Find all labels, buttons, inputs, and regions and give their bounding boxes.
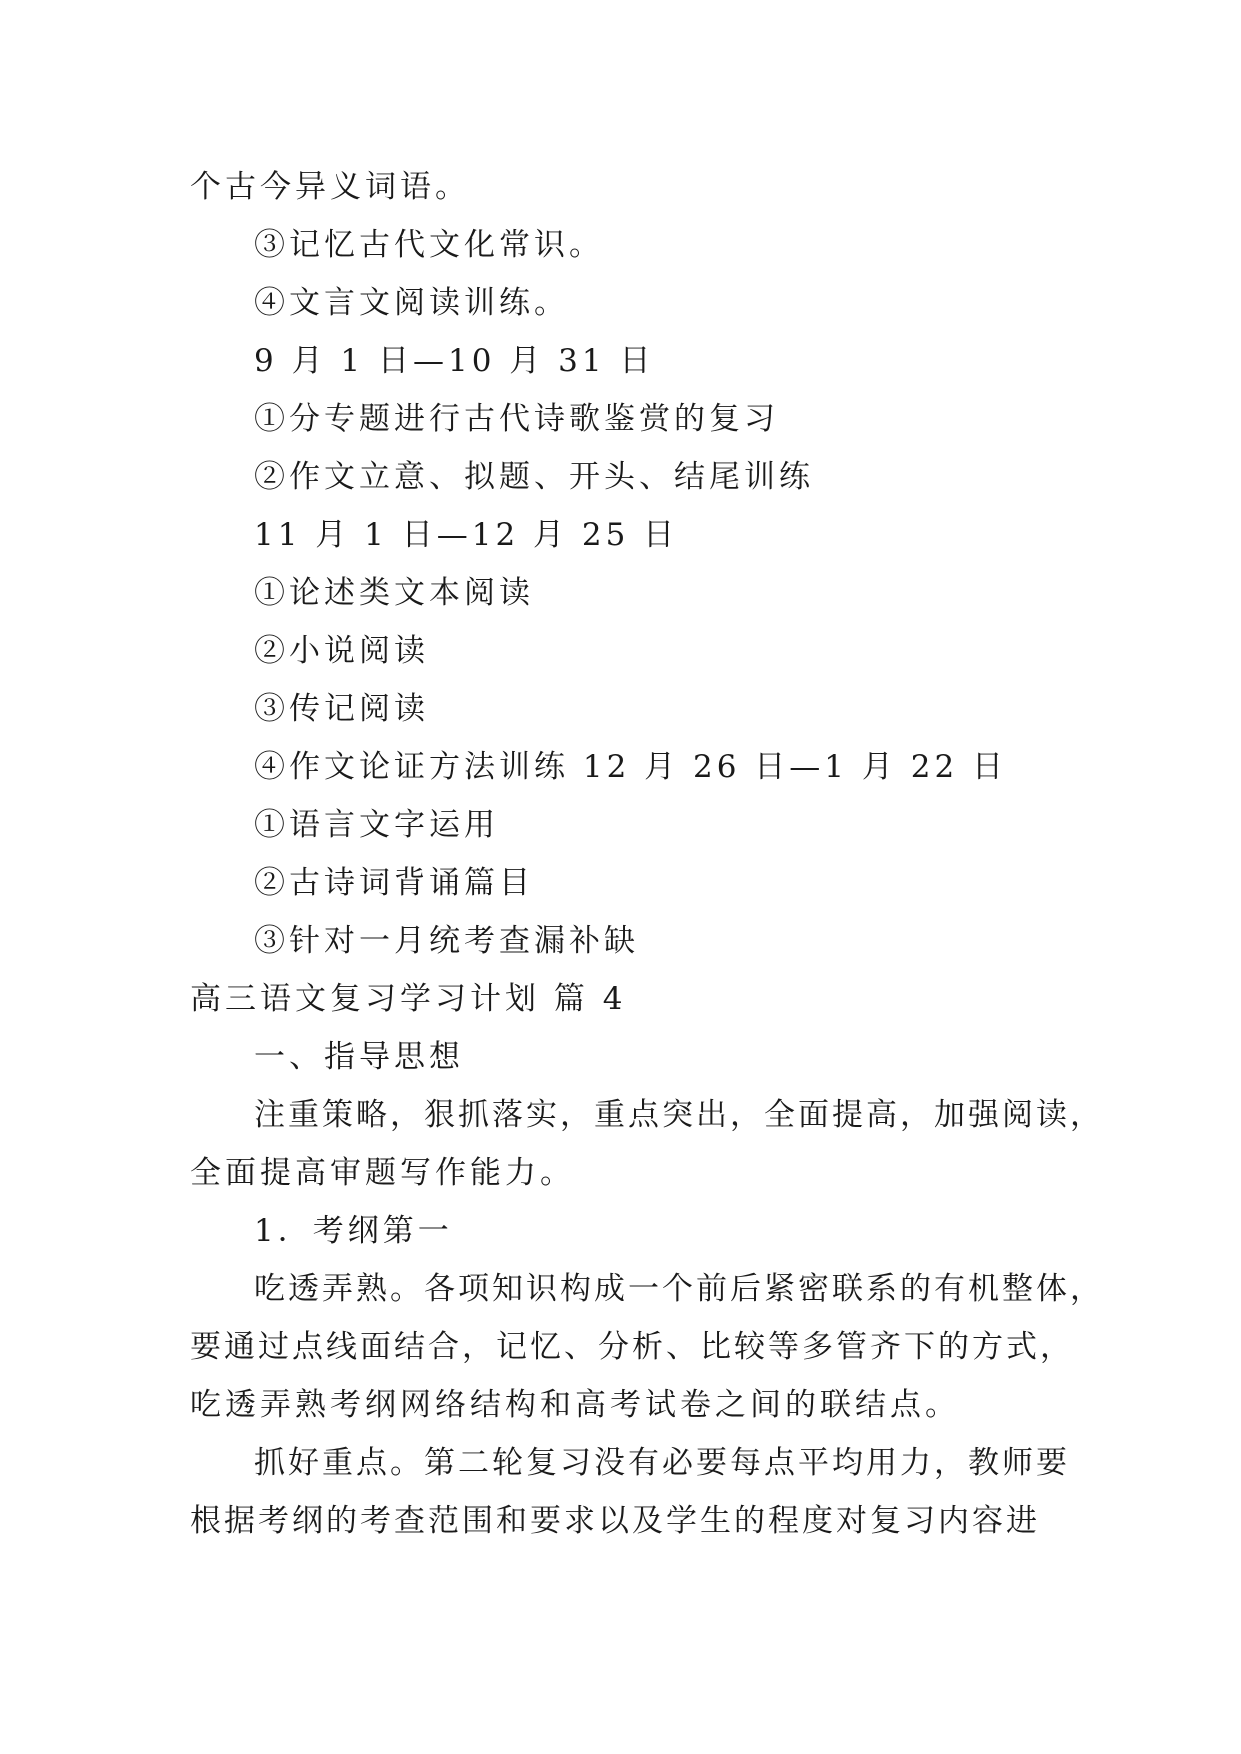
list-item: ①分专题进行古代诗歌鉴赏的复习 <box>254 401 779 437</box>
date-range: 11 月 1 日—12 月 25 日 <box>254 517 679 553</box>
list-item: ③记忆古代文化常识。 <box>254 227 604 263</box>
paragraph-line: 根据考纲的考查范围和要求以及学生的程度对复习内容进 <box>190 1503 1040 1539</box>
date-range: 9 月 1 日—10 月 31 日 <box>254 343 655 379</box>
list-item: ③针对一月统考查漏补缺 <box>254 923 639 959</box>
paragraph-line: 吃透弄熟考纲网络结构和高考试卷之间的联结点。 <box>190 1387 960 1423</box>
list-item: ②古诗词背诵篇目 <box>254 865 534 901</box>
numbered-heading: 1．考纲第一 <box>254 1213 453 1249</box>
paragraph-line: 要通过点线面结合，记忆、分析、比较等多管齐下的方式， <box>190 1329 1074 1365</box>
document-body <box>190 158 1104 1550</box>
list-item: ②小说阅读 <box>254 633 429 669</box>
list-item: ①语言文字运用 <box>254 807 499 843</box>
subsection-heading: 一、指导思想 <box>254 1039 464 1075</box>
paragraph-line: 抓好重点。第二轮复习没有必要每点平均用力，教师要 <box>254 1445 1070 1481</box>
list-item: ④文言文阅读训练。 <box>254 285 569 321</box>
paragraph-line: 吃透弄熟。各项知识构成一个前后紧密联系的有机整体， <box>254 1271 1104 1307</box>
list-item: ③传记阅读 <box>254 691 429 727</box>
paragraph-line: 全面提高审题写作能力。 <box>190 1155 575 1191</box>
list-item: ④作文论证方法训练 12 月 26 日—1 月 22 日 <box>254 749 1008 785</box>
paragraph-line: 注重策略，狠抓落实，重点突出，全面提高，加强阅读， <box>254 1097 1104 1133</box>
list-item: ②作文立意、拟题、开头、结尾训练 <box>254 459 814 495</box>
text-line: 个古今异义词语。 <box>190 169 470 205</box>
list-item: ①论述类文本阅读 <box>254 575 534 611</box>
section-heading: 高三语文复习学习计划 篇 4 <box>190 981 627 1017</box>
